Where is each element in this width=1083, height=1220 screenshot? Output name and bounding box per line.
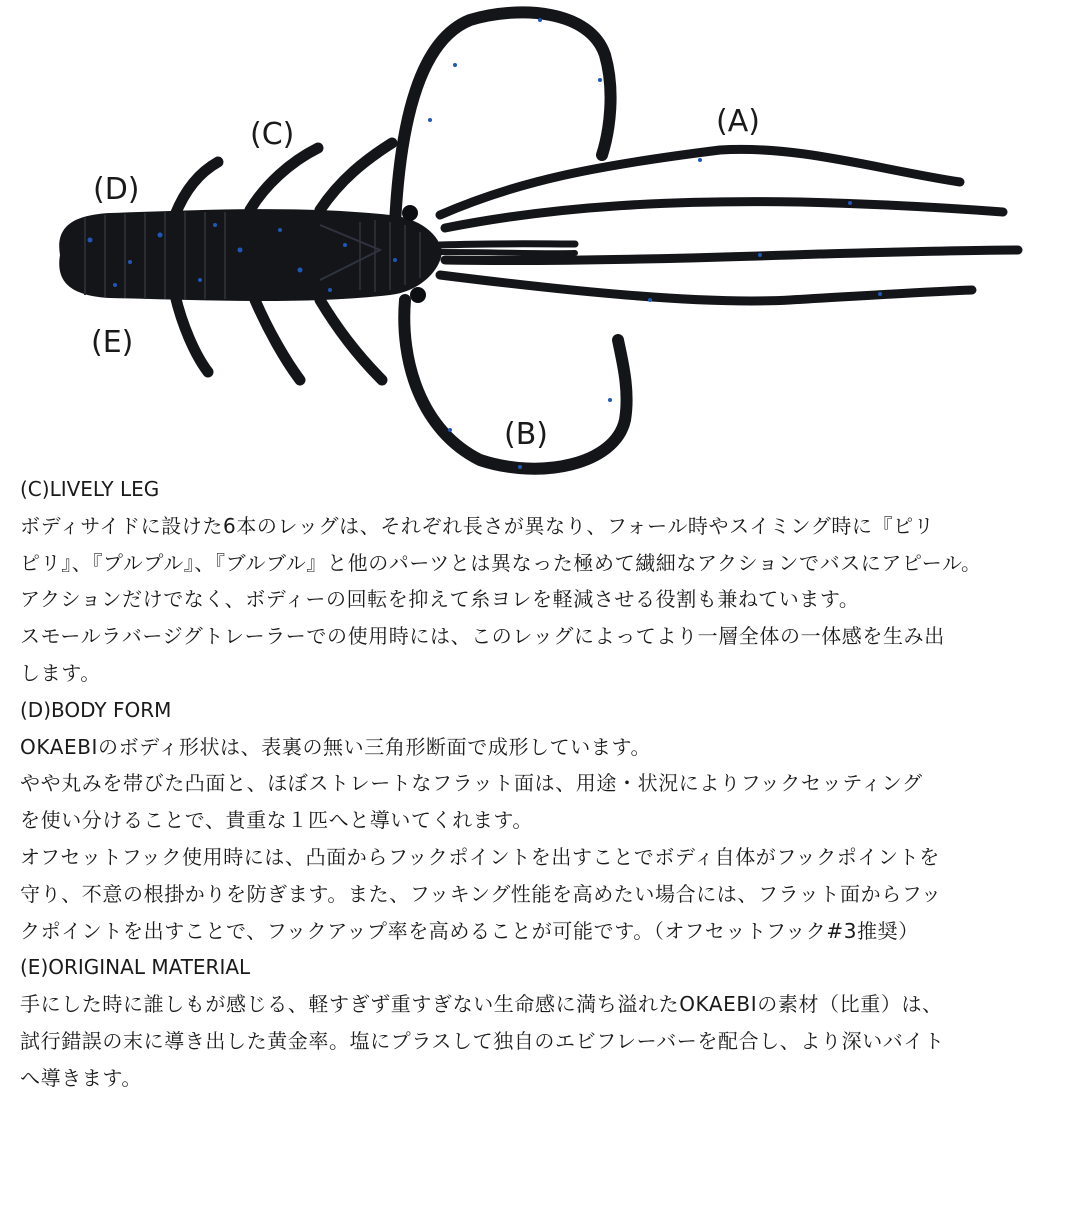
lure-body: [59, 209, 442, 301]
lure-figure: [0, 0, 1083, 480]
label-e: (E): [91, 325, 134, 360]
paragraph-line: 試行錯誤の末に導き出した黄金率。塩にプラスして独自のエビフレーバーを配合し、より深いバイト: [20, 1028, 945, 1053]
tail-tentacles: [440, 149, 1018, 301]
lure-illustration: [59, 12, 1018, 469]
paragraph-line: ピリ』、『プルプル』、『ブルブル』と他のパーツとは異なった極めて繊細なアクションでバスにアピール。: [20, 550, 982, 575]
label-b: (B): [504, 417, 548, 452]
paragraph-line: します。: [20, 660, 101, 685]
eye-lower: [410, 287, 426, 303]
paragraph-line: を使い分けることで、貴重な１匹へと導いてくれます。: [20, 808, 533, 833]
section-heading-lively-leg: (C)LIVELY LEG: [20, 477, 160, 501]
paragraph-line: OKAEBIのボディ形状は、表裏の無い三角形断面で成形しています。: [20, 734, 652, 759]
paragraph-line: ボディサイドに設けた6本のレッグは、それぞれ長さが異なり、フォール時やスイミング時に『ピリ: [20, 513, 935, 538]
section-heading-original-material: (E)ORIGINAL MATERIAL: [20, 955, 251, 980]
description-text: [20, 474, 1070, 1100]
paragraph-line: へ導きます。: [20, 1065, 142, 1090]
paragraph-line: やや丸みを帯びた凸面と、ほぼストレートなフラット面は、用途・状況によりフックセッティング: [20, 771, 923, 796]
paragraph-line: 手にした時に誰しもが感じる、軽すぎず重すぎない生命感に満ち溢れたOKAEBIの素材（比重）は、: [20, 992, 943, 1017]
eye-upper: [402, 205, 418, 221]
label-d: (D): [93, 172, 140, 207]
paragraph-line: クポイントを出すことで、フックアップ率を高めることが可能です。（オフセットフック#3推奨）: [20, 918, 919, 943]
section-heading-body-form: (D)BODY FORM: [20, 697, 172, 722]
paragraph-line: アクションだけでなく、ボディーの回転を抑えて糸ヨレを軽減させる役割も兼ねています。: [20, 587, 860, 612]
label-a: (A): [716, 104, 760, 139]
paragraph-line: スモールラバージグトレーラーでの使用時には、このレッグによってより一層全体の一体感を生み出: [20, 624, 945, 649]
label-c: (C): [250, 117, 295, 152]
paragraph-line: オフセットフック使用時には、凸面からフックポイントを出すことでボディ自体がフックポイントを: [20, 844, 940, 869]
paragraph-line: 守り、不意の根掛かりを防ぎます。また、フッキング性能を高めたい場合には、フラット面からフッ: [20, 881, 942, 906]
